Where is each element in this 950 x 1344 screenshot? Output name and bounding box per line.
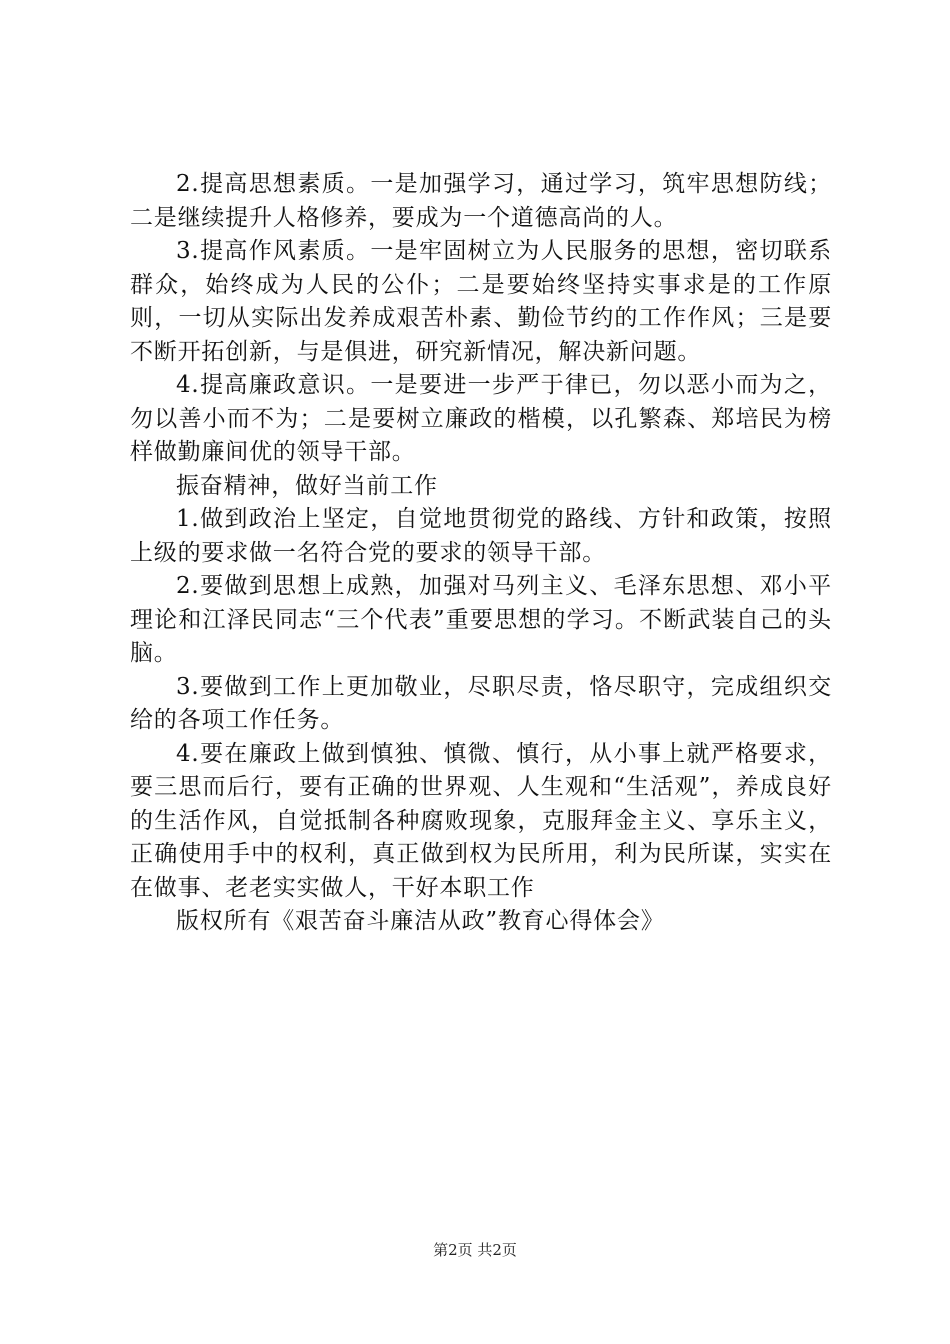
page-number-footer: 第2页 共2页 xyxy=(433,1241,517,1259)
copyright-line: 版权所有《艰苦奋斗廉洁从政”教育心得体会》 xyxy=(176,908,665,934)
paragraph-dedication: 3.要做到工作上更加敬业，尽职尽责，恪尽职守，完成组织交给的各项工作任务。 xyxy=(130,673,832,733)
document-body xyxy=(130,168,832,939)
paragraph-work-style: 3.提高作风素质。一是牢固树立为人民服务的思想，密切联系群众，始终成为人民的公仆；二是要始终坚持实事求是的工作原则，一切从实际出发养成艰苦朴素、勤俭节约的工作作风；三是要不断开拓创新，与是俱进，研究新情况，解决新问题。 xyxy=(130,238,832,365)
paragraph-clean-governance: 4.要在廉政上做到慎独、慎微、慎行，从小事上就严格要求，要三思而后行，要有正确的世界观、人生观和“生活观”，养成良好的生活作风，自觉抵制各种腐败现象，克服拜金主义、享乐主义，正确使用手中的权利，真正做到权为民所用，利为民所谋，实实在在做事、老老实实做人，干好本职工作 xyxy=(130,740,832,901)
paragraph-political-firmness: 1.做到政治上坚定，自觉地贯彻党的路线、方针和政策，按照上级的要求做一名符合党的要求的领导干部。 xyxy=(130,506,832,566)
paragraph-ideological-maturity: 2.要做到思想上成熟，加强对马列主义、毛泽东思想、邓小平理论和江泽民同志“三个代表”重要思想的学习。不断武装自己的头脑。 xyxy=(130,573,832,666)
section-heading: 振奋精神，做好当前工作 xyxy=(176,472,438,499)
paragraph-integrity-awareness: 4.提高廉政意识。一是要进一步严于律已，勿以恶小而为之，勿以善小而不为；二是要树立廉政的楷模，以孔繁森、郑培民为榜样做勤廉间优的领导干部。 xyxy=(130,372,832,465)
paragraph-thought-quality: 2.提高思想素质。一是加强学习，通过学习，筑牢思想防线；二是继续提升人格修养，要成为一个道德高尚的人。 xyxy=(130,171,832,231)
